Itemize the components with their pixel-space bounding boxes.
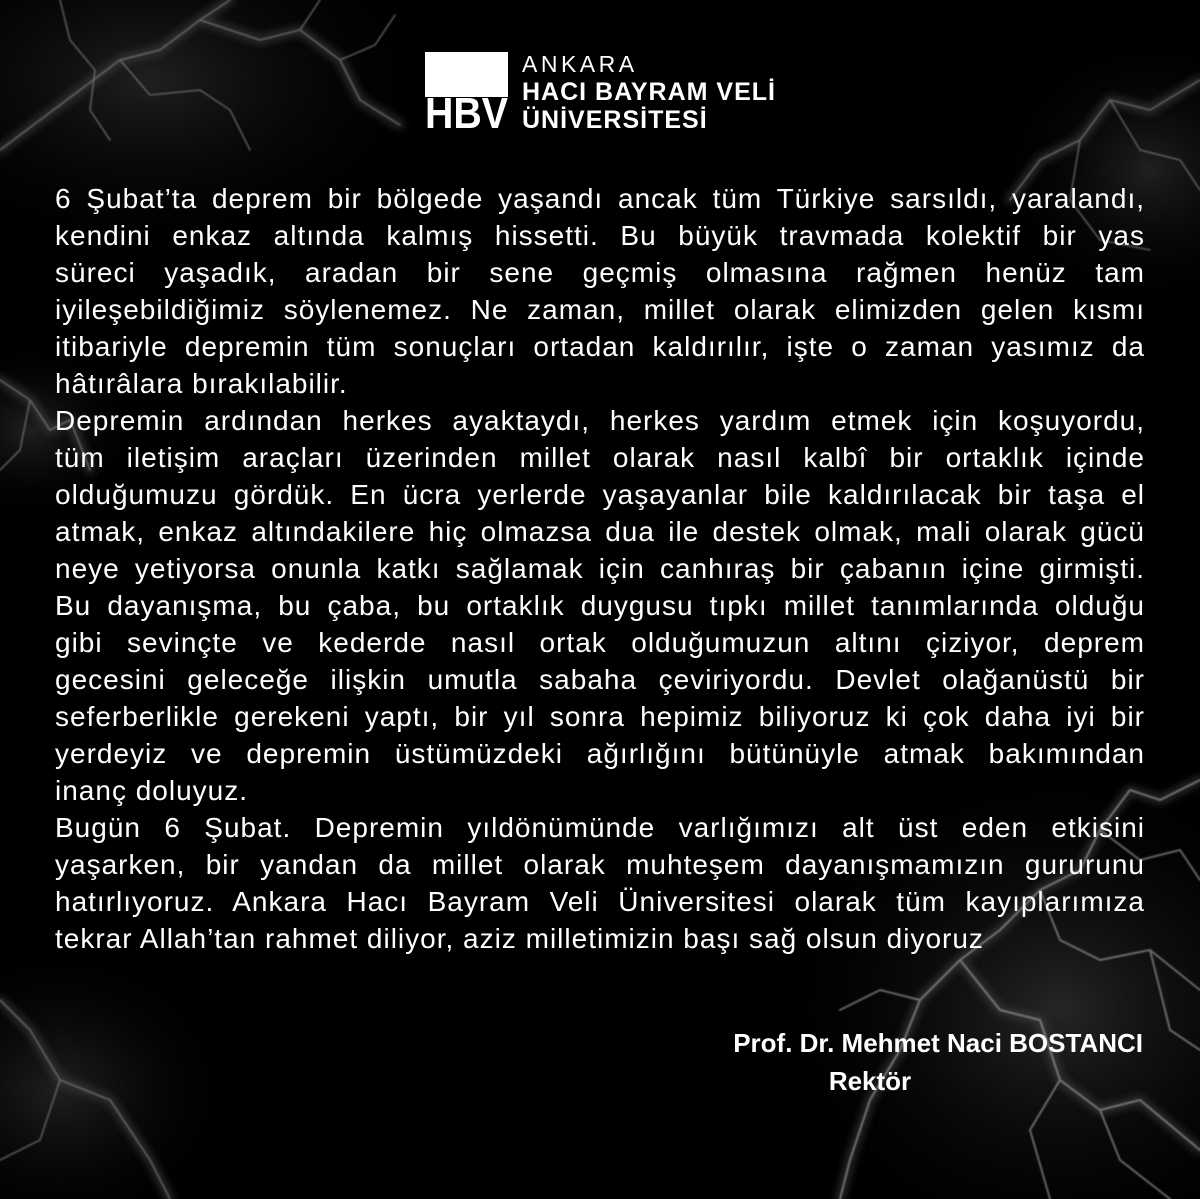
text-line: yerdeyiz ve depremin üstümüzdeki ağırlığını bütünüyle atmak bakımından xyxy=(55,738,1145,769)
text-line: Bugün 6 Şubat. Depremin yıldönümünde varlığımızı alt üst eden etkisini xyxy=(55,812,1145,843)
text-line: tekrar Allah’tan rahmet diliyor, aziz milletimizin başı sağ olsun diyoruz xyxy=(55,923,984,954)
text-line: Bu dayanışma, bu çaba, bu ortaklık duygusu tıpkı millet tanımlarında olduğu xyxy=(55,590,1145,621)
signatory-name: Prof. Dr. Mehmet Naci BOSTANCI xyxy=(733,1028,1143,1058)
statement-body xyxy=(55,180,1145,957)
text-line: hâtırâlara bırakılabilir. xyxy=(55,368,348,399)
logo-mark-letters: HBV xyxy=(425,89,509,130)
text-line: itibariyle depremin tüm sonuçları ortadan kaldırılır, işte o zaman yasımız da xyxy=(55,331,1145,362)
paragraph-3 xyxy=(55,809,1145,957)
university-logo xyxy=(425,50,795,134)
text-line: gibi sevinçte ve kederde nasıl ortak olduğumuzun altını çiziyor, deprem xyxy=(55,627,1145,658)
paragraph-1 xyxy=(55,180,1145,402)
paragraph-2 xyxy=(55,402,1145,809)
text-line: olduğumuzu gördük. En ücra yerlerde yaşayanlar bile kaldırılacak bir taşa el xyxy=(55,479,1145,510)
text-line: kendini enkaz altında kalmış hissetti. Bu büyük travmada kolektif bir yas xyxy=(55,220,1145,251)
text-line: Depremin ardından herkes ayaktaydı, herkes yardım etmek için koşuyordu, xyxy=(55,405,1145,436)
text-line: inanç doluyuz. xyxy=(55,775,249,806)
text-line: tüm iletişim araçları üzerinden millet olarak nasıl kalbî bir ortaklık içinde xyxy=(55,442,1145,473)
text-line: neye yetiyorsa onunla katkı sağlamak için canhıraş bir çabanın içine girmişti. xyxy=(55,553,1145,584)
text-line: iyileşebildiğimiz söylenemez. Ne zaman, millet olarak elimizden gelen kısmı xyxy=(55,294,1145,325)
logo-wordmark xyxy=(522,50,776,134)
logo-city: ANKARA xyxy=(522,51,638,77)
logo-university: ÜNİVERSİTESİ xyxy=(522,106,708,134)
text-line: süreci yaşadık, aradan bir sene geçmiş olmasına rağmen henüz tam xyxy=(55,257,1145,288)
text-line: hatırlıyoruz. Ankara Hacı Bayram Veli Üniversitesi olarak tüm kayıplarımıza xyxy=(55,886,1145,917)
text-line: yaşarken, bir yandan da millet olarak muhteşem dayanışmamızın gururunu xyxy=(55,849,1145,880)
fog-bottom-left xyxy=(0,940,240,1199)
text-line: 6 Şubat’ta deprem bir bölgede yaşandı ancak tüm Türkiye sarsıldı, yaralandı, xyxy=(55,183,1145,214)
logo-name: HACI BAYRAM VELİ xyxy=(522,78,776,106)
signatory-title: Rektör xyxy=(828,1066,912,1096)
text-line: seferberlikle gerekeni yaptı, bir yıl sonra hepimiz biliyoruz ki çok daha iyi bir xyxy=(55,701,1145,732)
text-line: gecesini geleceğe ilişkin umutla sabaha çeviriyordu. Devlet olağanüstü bir xyxy=(55,664,1145,695)
text-line: atmak, enkaz altındakilere hiç olmazsa dua ile destek olmak, mali olarak gücü xyxy=(55,516,1145,547)
hbv-logo-mark xyxy=(425,50,509,130)
